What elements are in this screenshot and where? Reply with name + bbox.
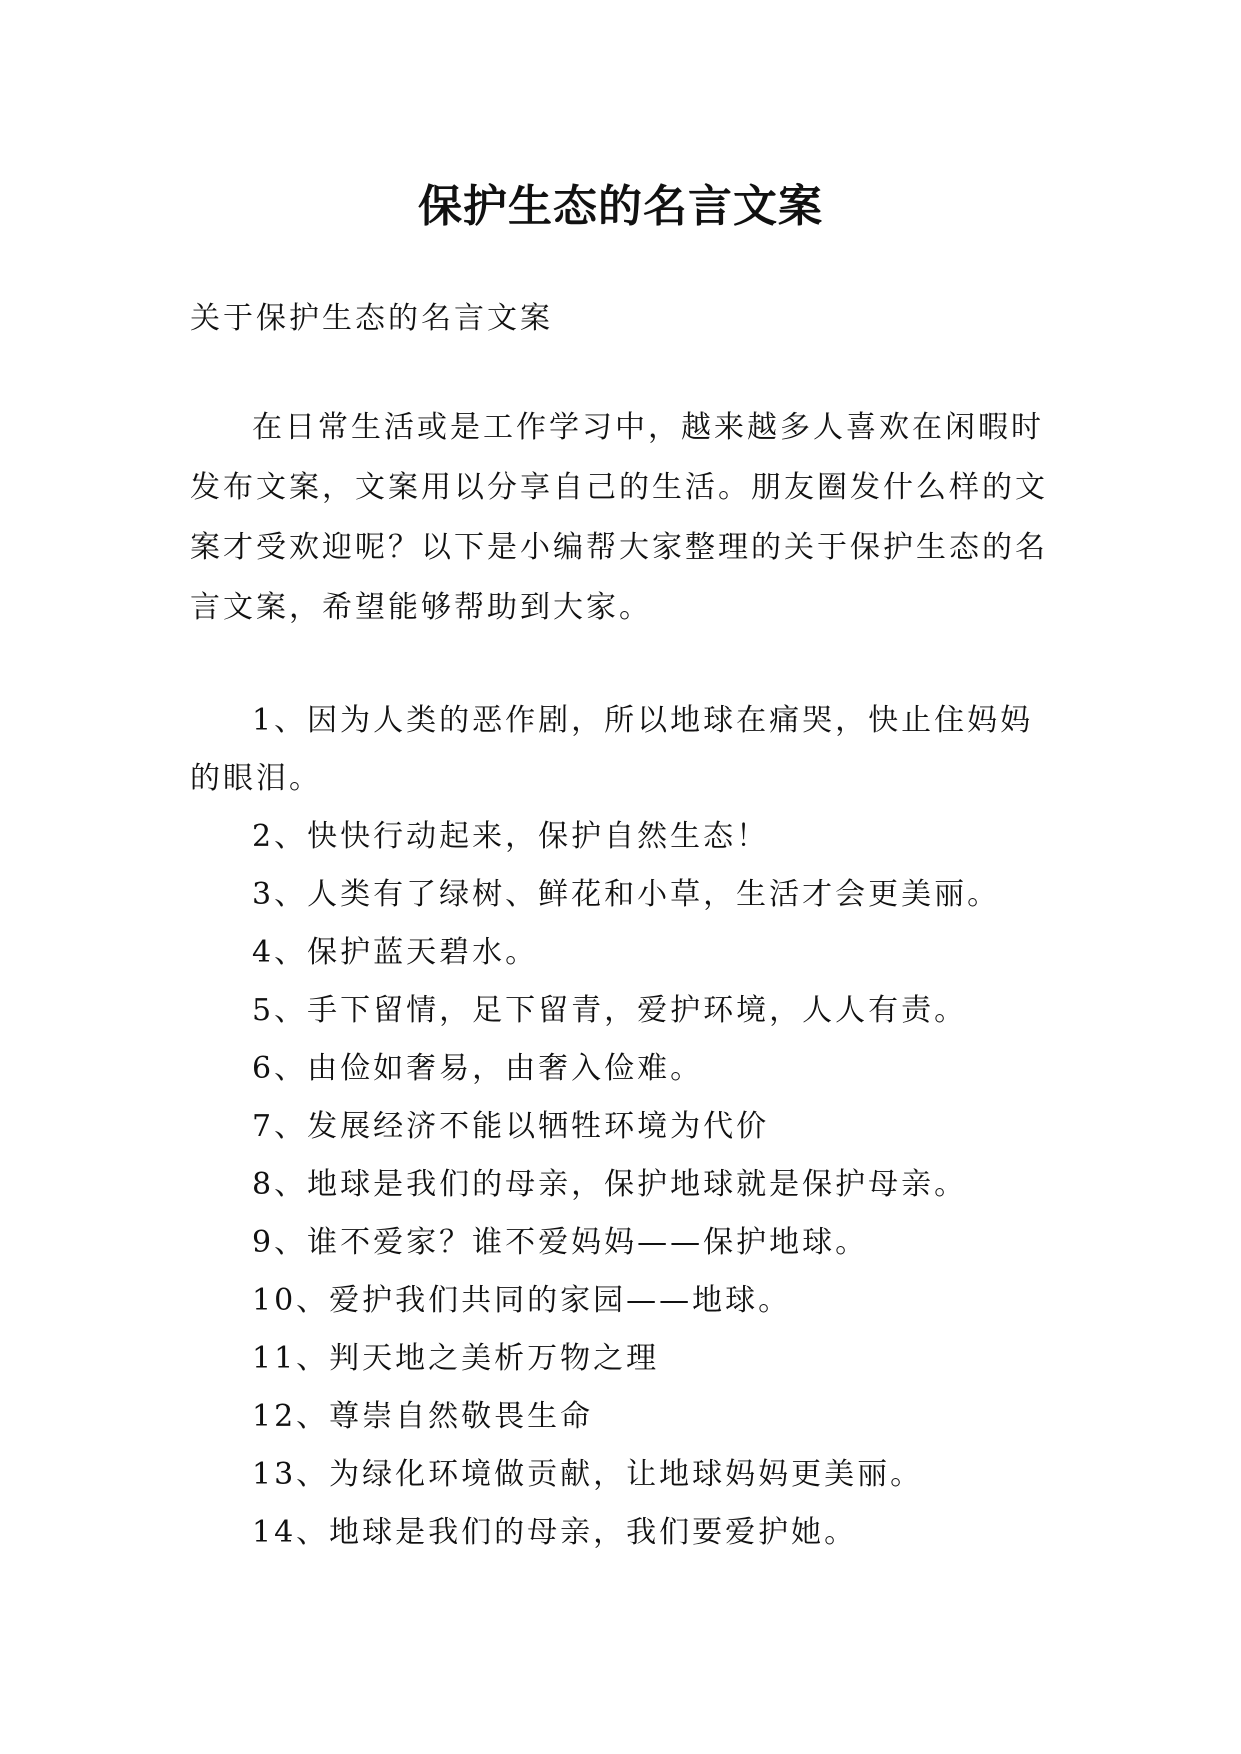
quote-item: 3、人类有了绿树、鲜花和小草，生活才会更美丽。 xyxy=(252,877,1001,912)
quote-item: 4、保护蓝天碧水。 xyxy=(252,935,539,970)
quote-item: 14、地球是我们的母亲，我们要爱护她。 xyxy=(252,1515,858,1550)
quote-item: 2、快快行动起来，保护自然生态！ xyxy=(252,819,770,854)
quote-item: 9、谁不爱家？谁不爱妈妈——保护地球。 xyxy=(252,1225,869,1260)
quote-item: 6、由俭如奢易，由奢入俭难。 xyxy=(252,1051,704,1086)
quote-item: 8、地球是我们的母亲，保护地球就是保护母亲。 xyxy=(252,1167,968,1202)
quote-list xyxy=(190,692,1050,1562)
quote-item: 11、判天地之美析万物之理 xyxy=(252,1341,660,1376)
document-title: 保护生态的名言文案 xyxy=(418,181,823,233)
intro-paragraph: 在日常生活或是工作学习中，越来越多人喜欢在闲暇时发布文案，文案用以分享自己的生活。朋友圈发什么样的文案才受欢迎呢？以下是小编帮大家整理的关于保护生态的名言文案，希望能够帮助到大家。 xyxy=(190,410,1048,625)
quote-item: 10、爱护我们共同的家园——地球。 xyxy=(252,1283,792,1318)
quote-item: 5、手下留情，足下留青，爱护环境，人人有责。 xyxy=(252,993,968,1028)
document-subtitle: 关于保护生态的名言文案 xyxy=(190,301,553,336)
quote-item: 7、发展经济不能以牺牲环境为代价 xyxy=(252,1109,770,1144)
quote-item: 13、为绿化环境做贡献，让地球妈妈更美丽。 xyxy=(252,1457,924,1492)
quote-item: 12、尊崇自然敬畏生命 xyxy=(252,1399,594,1434)
quote-item: 1、因为人类的恶作剧，所以地球在痛哭，快止住妈妈的眼泪。 xyxy=(190,703,1034,796)
document-body xyxy=(190,290,1050,1562)
